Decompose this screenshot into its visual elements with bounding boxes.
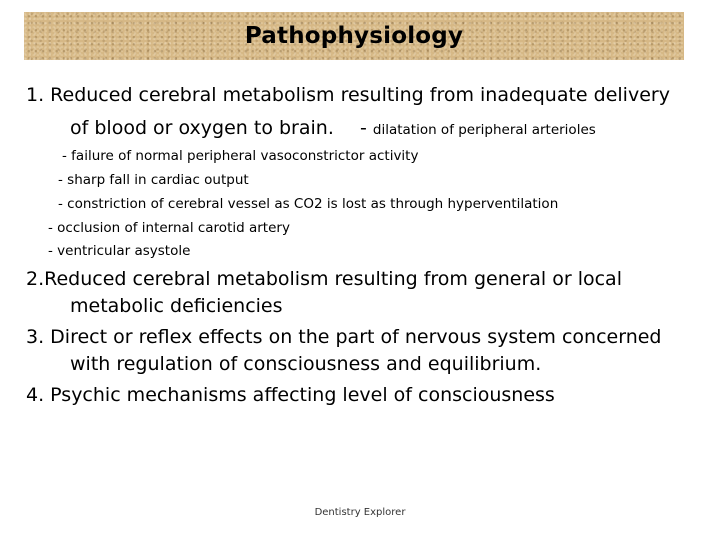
point-1-line-2-dash: - — [359, 117, 367, 139]
footer-credit: Dentistry Explorer — [314, 507, 406, 518]
point-2-line-2: metabolic deficiencies — [70, 295, 283, 317]
subpoint-5: - ventricular asystole — [48, 243, 191, 259]
point-4-line-1: 4. Psychic mechanisms affecting level of consciousness — [26, 384, 555, 406]
point-2-line-1: 2.Reduced cerebral metabolism resulting from general or local — [26, 268, 622, 290]
subpoint-3: - constriction of cerebral vessel as CO2 is lost as through hyperventilation — [58, 196, 559, 212]
subpoint-1: - failure of normal peripheral vasoconstrictor activity — [62, 148, 419, 164]
subpoint-2: - sharp fall in cardiac output — [58, 172, 249, 188]
point-1-line-2-main: of blood or oxygen to brain. — [70, 117, 334, 139]
point-1-subpoint-dilatation: dilatation of peripheral arterioles — [372, 122, 596, 138]
point-1-line-2 — [70, 117, 596, 139]
point-1-line-1: 1. Reduced cerebral metabolism resulting from inadequate delivery — [26, 84, 670, 106]
point-3-line-1: 3. Direct or reflex effects on the part of nervous system concerned — [26, 326, 662, 348]
point-3-line-2: with regulation of consciousness and equilibrium. — [70, 353, 542, 375]
title-banner — [24, 12, 684, 60]
subpoint-4: - occlusion of internal carotid artery — [48, 220, 290, 236]
slide-title: Pathophysiology — [244, 23, 464, 49]
